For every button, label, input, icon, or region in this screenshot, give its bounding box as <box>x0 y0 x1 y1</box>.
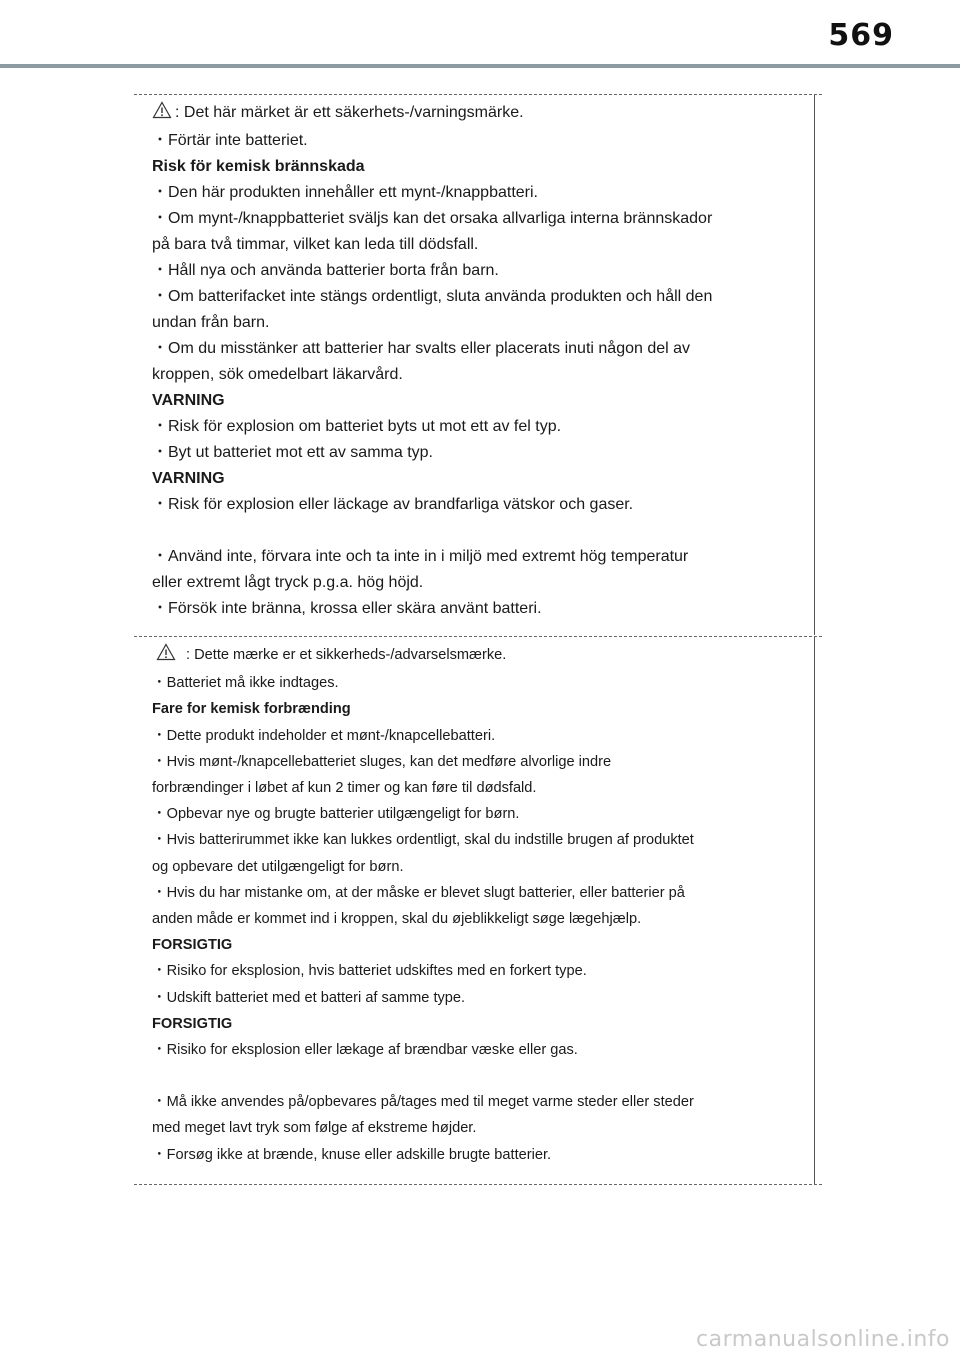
danish-spacer <box>152 1063 802 1089</box>
swedish-heading: Risk för kemisk brännskada <box>152 158 365 175</box>
danish-text-line: ・Opbevar nye og brugte batterier utilgængeligt for børn. <box>152 806 520 823</box>
swedish-text-line: ・Försök inte bränna, krossa eller skära använt batteri. <box>152 600 542 617</box>
swedish-heading: VARNING <box>152 392 225 409</box>
swedish-text-line: kroppen, sök omedelbart läkarvård. <box>152 366 403 383</box>
danish-text-line: ・Batteriet må ikke indtages. <box>152 675 339 692</box>
swedish-warning-box <box>140 94 815 635</box>
danish-text-line: med meget lavt tryk som følge af ekstreme højder. <box>152 1120 477 1137</box>
swedish-symbol-note-text: : Det här märket är ett säkerhets-/varningsmärke. <box>175 104 524 121</box>
warning-triangle-icon <box>152 101 172 128</box>
swedish-text-line: ・Om batterifacket inte stängs ordentligt, sluta använda produkten och håll den <box>152 288 713 305</box>
danish-content <box>140 636 814 1168</box>
swedish-text-line: eller extremt lågt tryck p.g.a. hög höjd. <box>152 574 424 591</box>
danish-symbol-note <box>152 642 802 670</box>
danish-text-line: ・Hvis batterirummet ikke kan lukkes ordentligt, skal du indstille brugen af produktet <box>152 832 694 849</box>
swedish-text-line: ・Om mynt-/knappbatteriet sväljs kan det orsaka allvarliga interna brännskador <box>152 210 713 227</box>
watermark: carmanualsonline.info <box>696 1327 950 1352</box>
swedish-text-line: ・Den här produkten innehåller ett mynt-/knappbatteri. <box>152 184 538 201</box>
danish-text-line: ・Dette produkt indeholder et mønt-/knapcellebatteri. <box>152 727 496 744</box>
swedish-heading: VARNING <box>152 470 225 487</box>
danish-text-line: ・Risiko for eksplosion, hvis batteriet udskiftes med en forkert type. <box>152 963 587 980</box>
swedish-spacer <box>152 518 802 544</box>
danish-text-line: ・Risiko for eksplosion eller lækage af brændbar væske eller gas. <box>152 1042 578 1059</box>
danish-warning-box <box>140 636 815 1185</box>
danish-text-line: forbrændinger i løbet af kun 2 timer og kan føre til dødsfald. <box>152 780 537 797</box>
swedish-symbol-note <box>152 100 802 128</box>
danish-text-line: ・Må ikke anvendes på/opbevares på/tages med til meget varme steder eller steder <box>152 1094 694 1111</box>
swedish-text-line: ・Använd inte, förvara inte och ta inte in i miljö med extremt hög temperatur <box>152 548 689 565</box>
swedish-content <box>140 94 814 622</box>
danish-text-line: ・Hvis mønt-/knapcellebatteriet sluges, kan det medføre alvorlige indre <box>152 753 612 770</box>
danish-text-line: ・Udskift batteriet med et batteri af samme type. <box>152 989 466 1006</box>
swedish-text-line: ・Om du misstänker att batterier har svalts eller placerats inuti någon del av <box>152 340 691 357</box>
swedish-text-line: undan från barn. <box>152 314 270 331</box>
danish-heading: FORSIGTIG <box>152 1015 233 1032</box>
danish-lines <box>152 670 802 1168</box>
header-rule <box>0 64 960 68</box>
page-number: 569 <box>828 18 894 53</box>
danish-symbol-note-text: : Dette mærke er et sikkerheds-/advarselsmærke. <box>186 647 507 663</box>
warning-triangle-icon <box>156 643 176 670</box>
danish-heading: FORSIGTIG <box>152 937 233 954</box>
danish-text-line: ・Hvis du har mistanke om, at der måske er blevet slugt batterier, eller batterier på <box>152 884 685 901</box>
swedish-text-line: ・Håll nya och använda batterier borta från barn. <box>152 262 499 279</box>
swedish-text-line: ・Byt ut batteriet mot ett av samma typ. <box>152 444 433 461</box>
swedish-text-line: ・Förtär inte batteriet. <box>152 132 308 149</box>
danish-text-line: og opbevare det utilgængeligt for børn. <box>152 858 404 875</box>
danish-text-line: ・Forsøg ikke at brænde, knuse eller adskille brugte batterier. <box>152 1146 552 1163</box>
swedish-lines <box>152 128 802 622</box>
swedish-text-line: ・Risk för explosion eller läckage av brandfarliga vätskor och gaser. <box>152 496 634 513</box>
swedish-text-line: på bara två timmar, vilket kan leda till dödsfall. <box>152 236 479 253</box>
danish-text-line: anden måde er kommet ind i kroppen, skal du øjeblikkeligt søge lægehjælp. <box>152 911 642 928</box>
danish-heading: Fare for kemisk forbrænding <box>152 701 351 718</box>
swedish-text-line: ・Risk för explosion om batteriet byts ut mot ett av fel typ. <box>152 418 562 435</box>
